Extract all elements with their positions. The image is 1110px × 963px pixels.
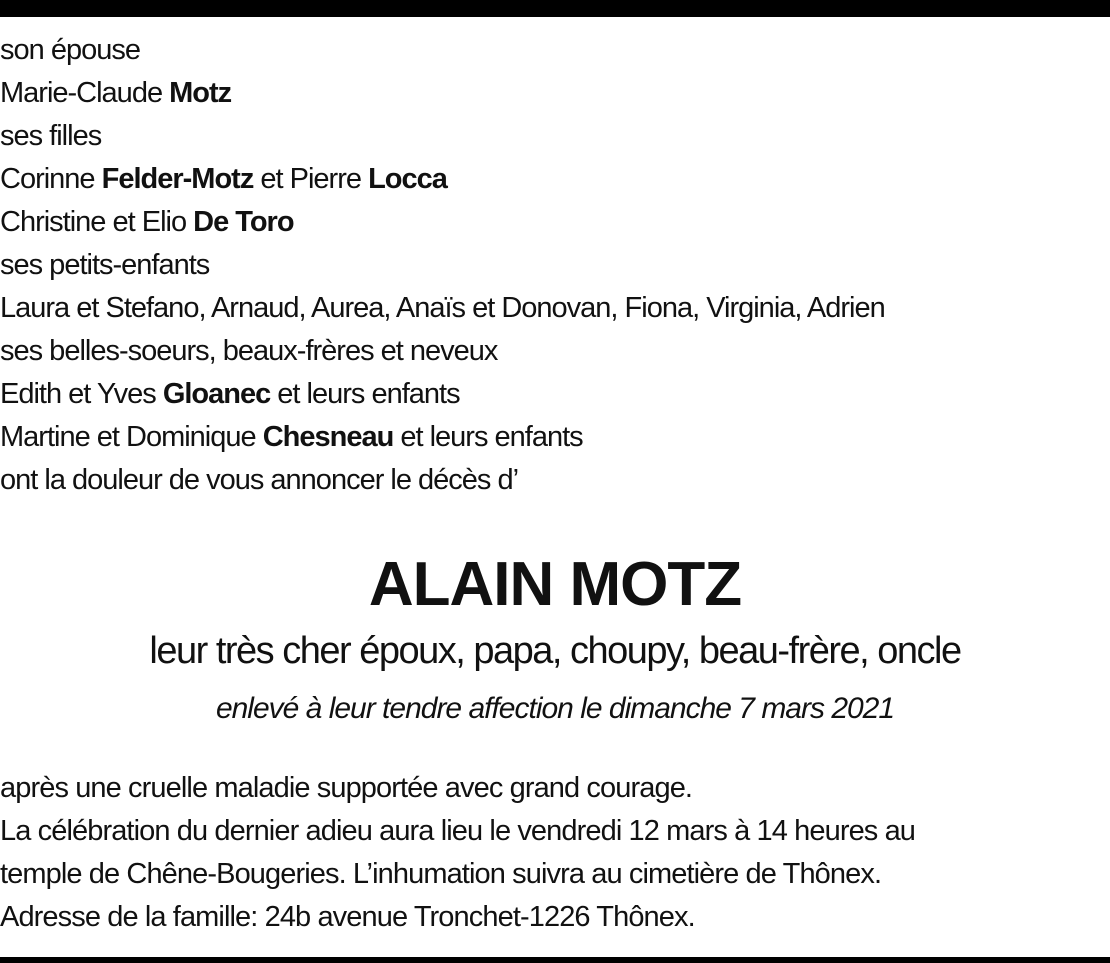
text: Christine et Elio bbox=[0, 206, 194, 238]
family-line bbox=[0, 330, 885, 373]
family-line bbox=[0, 287, 885, 330]
family-line bbox=[0, 72, 885, 115]
text: ses belles-soeurs, beaux-frères et neveux bbox=[0, 335, 498, 367]
relation-line: leur très cher époux, papa, choupy, beau-frère, oncle bbox=[149, 630, 961, 672]
family-line bbox=[0, 416, 885, 459]
text: ses petits-enfants bbox=[0, 249, 210, 281]
family-line bbox=[0, 373, 885, 416]
family-line bbox=[0, 158, 885, 201]
text: Corinne bbox=[0, 163, 102, 195]
text: Edith et Yves bbox=[0, 378, 163, 410]
family-list bbox=[0, 29, 885, 502]
family-line bbox=[0, 115, 885, 158]
surname: De Toro bbox=[193, 206, 294, 238]
closing-line: Adresse de la famille: 24b avenue Tronchet-1226 Thônex. bbox=[0, 901, 695, 933]
text: Martine et Dominique bbox=[0, 421, 263, 453]
text: ont la douleur de vous annoncer le décès d’ bbox=[0, 464, 519, 496]
top-rule bbox=[0, 0, 1110, 17]
text: son épouse bbox=[0, 34, 140, 66]
text: et Pierre bbox=[253, 163, 369, 195]
closing-line: La célébration du dernier adieu aura lieu le vendredi 12 mars à 14 heures au bbox=[0, 815, 916, 847]
text: et leurs enfants bbox=[270, 378, 460, 410]
bottom-rule bbox=[0, 957, 1110, 963]
surname: Felder-Motz bbox=[101, 163, 254, 195]
surname: Motz bbox=[169, 77, 232, 109]
closing-line: temple de Chêne-Bougeries. L’inhumation suivra au cimetière de Thônex. bbox=[0, 858, 882, 890]
family-line bbox=[0, 244, 885, 287]
surname: Chesneau bbox=[262, 421, 394, 453]
text: et leurs enfants bbox=[393, 421, 583, 453]
closing-text bbox=[0, 767, 915, 939]
surname: Locca bbox=[368, 163, 447, 195]
deceased-name: ALAIN MOTZ bbox=[368, 550, 742, 619]
surname: Gloanec bbox=[162, 378, 271, 410]
family-line bbox=[0, 459, 885, 502]
closing-line: après une cruelle maladie supportée avec grand courage. bbox=[0, 772, 693, 804]
text: Marie-Claude bbox=[0, 77, 170, 109]
text: ses filles bbox=[0, 120, 102, 152]
date-line: enlevé à leur tendre affection le dimanche 7 mars 2021 bbox=[215, 692, 895, 725]
text: Laura et Stefano, Arnaud, Aurea, Anaïs et Donovan, Fiona, Virginia, Adrien bbox=[0, 292, 885, 324]
family-line bbox=[0, 201, 885, 244]
family-line bbox=[0, 29, 885, 72]
